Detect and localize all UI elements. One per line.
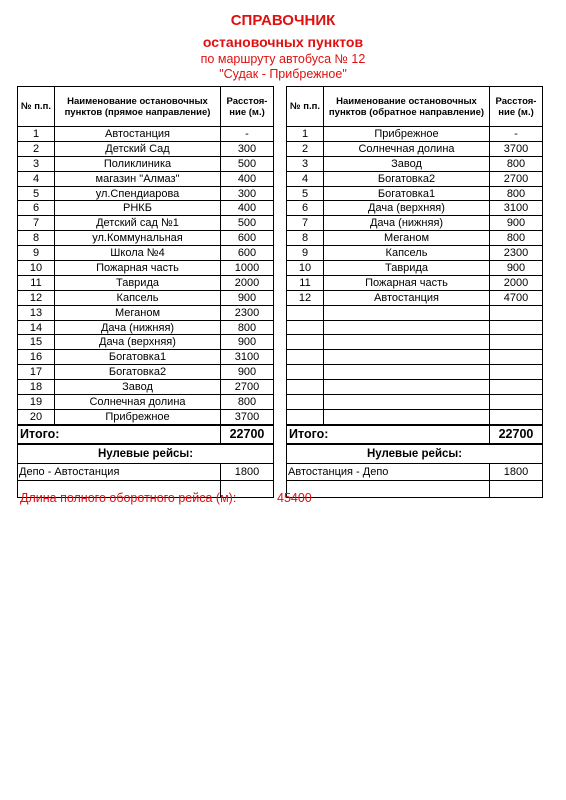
table-row (18, 261, 274, 276)
column-header-number: № п.п. (287, 87, 324, 127)
stop-number: 11 (287, 275, 324, 290)
empty-cell (490, 480, 543, 497)
empty-cell (287, 335, 324, 350)
stop-number: 10 (18, 261, 55, 276)
stop-distance: 2000 (221, 275, 274, 290)
stop-name: Дача (нижняя) (324, 216, 490, 231)
empty-cell (490, 395, 543, 410)
stop-distance: 900 (490, 261, 543, 276)
route-number: по маршруту автобуса № 12 (200, 52, 366, 66)
column-header-number: № п.п. (18, 87, 55, 127)
column-header-distance: Расстоя-ние (м.) (490, 87, 543, 127)
total-label: Итого: (287, 425, 490, 444)
stop-number: 9 (18, 246, 55, 261)
stop-distance: 3100 (221, 350, 274, 365)
empty-cell (324, 320, 490, 335)
stop-name: Таврида (324, 261, 490, 276)
column-header-stop-name: Наименование остановочных пунктов (обратное направление) (324, 87, 490, 127)
table-row (287, 335, 543, 350)
total-row (18, 425, 274, 444)
table-row (287, 201, 543, 216)
empty-cell (490, 305, 543, 320)
table-row (18, 156, 274, 171)
table-row (18, 395, 274, 410)
stop-name: ул.Спендиарова (55, 186, 221, 201)
stop-number: 10 (287, 261, 324, 276)
stop-distance: 2700 (221, 380, 274, 395)
stop-number: 9 (287, 246, 324, 261)
stop-number: 6 (18, 201, 55, 216)
stop-number: 7 (18, 216, 55, 231)
table-header-row (287, 87, 543, 127)
stop-name: Богатовка1 (55, 350, 221, 365)
stop-distance: 900 (490, 216, 543, 231)
stop-name: Дача (нижняя) (55, 320, 221, 335)
stop-distance: 3700 (490, 141, 543, 156)
table-row (18, 216, 274, 231)
stop-number: 18 (18, 380, 55, 395)
table-row (18, 127, 274, 142)
empty-cell (490, 409, 543, 424)
table-row (287, 409, 543, 424)
empty-cell (324, 350, 490, 365)
stop-distance: 3700 (221, 409, 274, 424)
table-row (18, 320, 274, 335)
stop-distance: 4700 (490, 290, 543, 305)
empty-cell (287, 409, 324, 424)
stop-number: 8 (18, 231, 55, 246)
stop-distance: 900 (221, 290, 274, 305)
zero-trips-header-row (287, 444, 543, 464)
stop-name: Школа №4 (55, 246, 221, 261)
stop-distance: 600 (221, 231, 274, 246)
stop-distance: 900 (221, 335, 274, 350)
stop-number: 6 (287, 201, 324, 216)
table-row (18, 186, 274, 201)
empty-row (287, 480, 543, 497)
stop-name: магазин "Алмаз" (55, 171, 221, 186)
total-value: 22700 (490, 425, 543, 444)
zero-trip-row (18, 463, 274, 480)
stop-number: 1 (18, 127, 55, 142)
stop-number: 20 (18, 409, 55, 424)
stop-name: Богатовка2 (55, 365, 221, 380)
stop-name: Прибрежное (324, 127, 490, 142)
empty-cell (324, 380, 490, 395)
table-row (287, 246, 543, 261)
table-row (18, 305, 274, 320)
table-row (287, 186, 543, 201)
stop-distance: - (490, 127, 543, 142)
table-row (18, 350, 274, 365)
table-row (18, 141, 274, 156)
table-row (287, 320, 543, 335)
stop-name: Автостанция (55, 127, 221, 142)
stop-name: Дача (верхняя) (55, 335, 221, 350)
table-row (18, 365, 274, 380)
stop-distance: 800 (490, 156, 543, 171)
stop-number: 2 (18, 141, 55, 156)
stop-name: Завод (324, 156, 490, 171)
empty-cell (490, 350, 543, 365)
stop-distance: 300 (221, 141, 274, 156)
stop-name: Солнечная долина (55, 395, 221, 410)
total-label: Итого: (18, 425, 221, 444)
total-value: 22700 (221, 425, 274, 444)
stop-distance: 400 (221, 171, 274, 186)
stop-number: 11 (18, 275, 55, 290)
stop-name: Дача (верхняя) (324, 201, 490, 216)
table-row (287, 380, 543, 395)
stop-number: 8 (287, 231, 324, 246)
stop-name: Капсель (324, 246, 490, 261)
empty-cell (324, 305, 490, 320)
stop-number: 15 (18, 335, 55, 350)
table-row (18, 275, 274, 290)
column-header-distance: Расстоя-ние (м.) (221, 87, 274, 127)
total-row (287, 425, 543, 444)
zero-trips-label: Нулевые рейсы: (287, 444, 543, 464)
stop-number: 5 (287, 186, 324, 201)
stop-number: 1 (287, 127, 324, 142)
stop-distance: 800 (490, 231, 543, 246)
zero-trips-header-row (18, 444, 274, 464)
zero-trip-name: Депо - Автостанция (18, 463, 221, 480)
empty-cell (324, 409, 490, 424)
stop-name: Поликлиника (55, 156, 221, 171)
stop-name: Меганом (324, 231, 490, 246)
full-round-trip-length (20, 491, 312, 505)
table-row (287, 127, 543, 142)
stop-number: 16 (18, 350, 55, 365)
route-name: "Судак - Прибрежное" (219, 67, 347, 81)
stop-distance: 500 (221, 156, 274, 171)
stop-distance: 900 (221, 365, 274, 380)
table-row (18, 231, 274, 246)
stop-name: Капсель (55, 290, 221, 305)
empty-cell (324, 335, 490, 350)
empty-cell (324, 395, 490, 410)
table-header-row (18, 87, 274, 127)
stop-name: Детский Сад (55, 141, 221, 156)
stop-name: Пожарная часть (55, 261, 221, 276)
stop-distance: 1000 (221, 261, 274, 276)
stop-name: Прибрежное (55, 409, 221, 424)
stop-distance: 2700 (490, 171, 543, 186)
table-row (287, 365, 543, 380)
stop-number: 4 (18, 171, 55, 186)
full-length-label: Длина полного оборотного рейса (м): (20, 491, 237, 505)
table-row (287, 290, 543, 305)
stop-name: Богатовка2 (324, 171, 490, 186)
stop-number: 3 (18, 156, 55, 171)
empty-cell (490, 365, 543, 380)
stop-number: 2 (287, 141, 324, 156)
stop-number: 5 (18, 186, 55, 201)
full-length-value: 45400 (277, 491, 312, 505)
stop-distance: 400 (221, 201, 274, 216)
stop-distance: 800 (221, 395, 274, 410)
empty-cell (490, 320, 543, 335)
stop-name: Детский сад №1 (55, 216, 221, 231)
stop-name: Солнечная долина (324, 141, 490, 156)
stop-distance: 600 (221, 246, 274, 261)
table-row (287, 305, 543, 320)
table-row (287, 350, 543, 365)
table-row (18, 409, 274, 424)
empty-cell (287, 320, 324, 335)
zero-trips-label: Нулевые рейсы: (18, 444, 274, 464)
zero-trip-row (287, 463, 543, 480)
reverse-direction-table (286, 86, 543, 498)
stop-distance: 2000 (490, 275, 543, 290)
forward-direction-table (17, 86, 274, 498)
table-row (287, 231, 543, 246)
stop-name: Меганом (55, 305, 221, 320)
stop-name: ул.Коммунальная (55, 231, 221, 246)
table-row (18, 246, 274, 261)
table-row (18, 290, 274, 305)
zero-trip-distance: 1800 (221, 463, 274, 480)
stop-name: Богатовка1 (324, 186, 490, 201)
stop-number: 19 (18, 395, 55, 410)
table-row (287, 395, 543, 410)
stop-distance: 2300 (490, 246, 543, 261)
table-row (18, 380, 274, 395)
empty-cell (490, 335, 543, 350)
empty-cell (287, 350, 324, 365)
column-header-stop-name: Наименование остановочных пунктов (прямое направление) (55, 87, 221, 127)
stop-name: Завод (55, 380, 221, 395)
stop-number: 4 (287, 171, 324, 186)
stop-number: 13 (18, 305, 55, 320)
table-row (287, 216, 543, 231)
stop-number: 3 (287, 156, 324, 171)
stop-number: 12 (18, 290, 55, 305)
empty-cell (287, 480, 490, 497)
stop-number: 14 (18, 320, 55, 335)
zero-trip-distance: 1800 (490, 463, 543, 480)
stop-distance: 800 (490, 186, 543, 201)
stop-distance: 800 (221, 320, 274, 335)
stop-name: Таврида (55, 275, 221, 290)
empty-cell (287, 395, 324, 410)
stop-number: 7 (287, 216, 324, 231)
table-row (18, 171, 274, 186)
stop-name: РНКБ (55, 201, 221, 216)
empty-cell (324, 365, 490, 380)
stop-distance: 500 (221, 216, 274, 231)
table-row (18, 335, 274, 350)
empty-cell (287, 365, 324, 380)
stop-number: 12 (287, 290, 324, 305)
stop-distance: 2300 (221, 305, 274, 320)
empty-cell (287, 305, 324, 320)
stop-number: 17 (18, 365, 55, 380)
stop-name: Автостанция (324, 290, 490, 305)
table-row (18, 201, 274, 216)
table-row (287, 156, 543, 171)
table-row (287, 261, 543, 276)
table-row (287, 275, 543, 290)
empty-cell (287, 380, 324, 395)
table-row (287, 171, 543, 186)
stop-distance: 3100 (490, 201, 543, 216)
stop-distance: - (221, 127, 274, 142)
table-row (287, 141, 543, 156)
zero-trip-name: Автостанция - Депо (287, 463, 490, 480)
empty-cell (490, 380, 543, 395)
stop-name: Пожарная часть (324, 275, 490, 290)
page-title: СПРАВОЧНИК (230, 12, 336, 29)
stop-distance: 300 (221, 186, 274, 201)
page-subtitle: остановочных пунктов (202, 34, 364, 50)
